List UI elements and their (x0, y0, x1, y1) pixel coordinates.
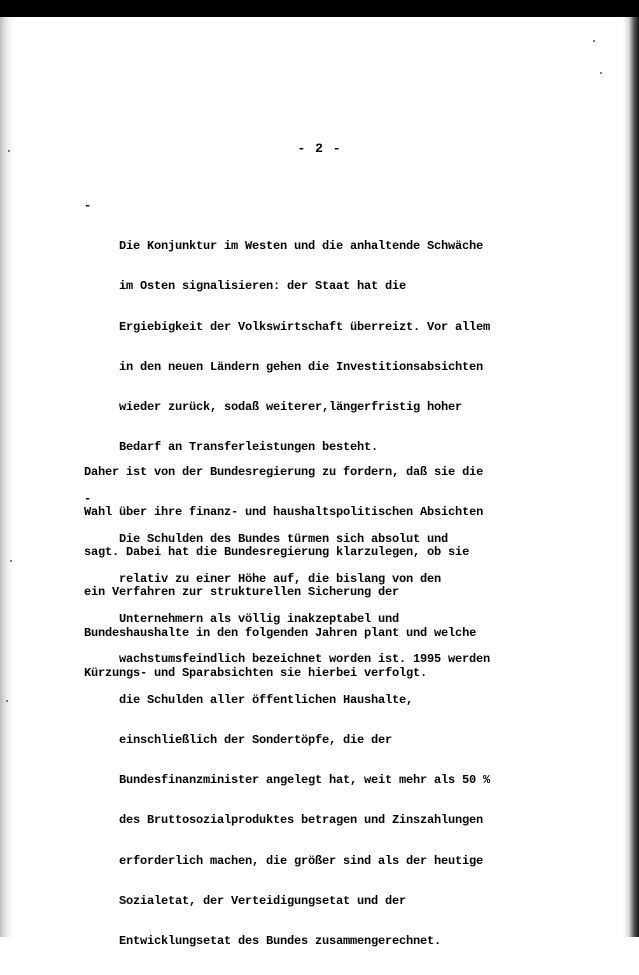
scan-speck (600, 72, 602, 74)
scan-border-top (0, 0, 639, 17)
text-line: im Osten signalisieren: der Staat hat die (119, 279, 407, 294)
text-line: wachstumsfeindlich bezeichnet worden ist. 1995 werden (119, 652, 491, 667)
text-line: Bundeshaushalte in den folgenden Jahren plant und welche (84, 625, 477, 640)
text-line: Bundesfinanzminister angelegt hat, weit mehr als 50 % (119, 773, 491, 788)
text-line: Daher ist von der Bundesregierung zu fordern, daß sie die (84, 464, 484, 479)
text-line: relativ zu einer Höhe auf, die bislang von den (119, 571, 442, 586)
bullet-dash: - (84, 199, 92, 213)
text-line: erforderlich machen, die größer sind als der heutige (119, 853, 484, 868)
text-line: wieder zurück, sodaß weiterer,längerfristig hoher (119, 400, 463, 415)
text-line: Wahl über ihre finanz- und haushaltspolitischen Absichten (84, 505, 484, 520)
text-line: Ergiebigkeit der Volkswirtschaft überreizt. Vor allem (119, 319, 491, 334)
text-line: einschließlich der Sondertöpfe, die der (119, 732, 393, 747)
text-line: die Schulden aller öffentlichen Haushalte, (119, 692, 414, 707)
scan-speck (6, 700, 8, 702)
text-line: Entwicklungsetat des Bundes zusammengerechnet. (119, 933, 442, 948)
text-line: des Bruttosozialproduktes betragen und Zinszahlungen (119, 813, 484, 828)
text-line: Die Konjunktur im Westen und die anhaltende Schwäche (119, 239, 484, 254)
closing-paragraph (84, 439, 544, 694)
text-line: Kürzungs- und Sparabsichten sie hierbei verfolgt. (84, 665, 428, 680)
scan-speck (10, 560, 12, 562)
text-line: Die Schulden des Bundes türmen sich absolut und (119, 531, 449, 546)
text-line: in den neuen Ländern gehen die Investitionsabsichten (119, 359, 484, 374)
text-line: Sozialetat, der Verteidigungsetat und der (119, 893, 407, 908)
text-line: Unternehmern als völlig inakzeptabel und (119, 612, 400, 627)
text-line: Bedarf an Transferleistungen besteht. (119, 440, 379, 455)
page-number: - 2 - (297, 141, 342, 156)
text-line: ein Verfahren zur strukturellen Sicherung der (84, 585, 400, 600)
scan-speck (593, 40, 595, 42)
text-line: sagt. Dabei hat die Bundesregierung klarzulegen, ob sie (84, 545, 470, 560)
bullet-dash: - (84, 491, 92, 506)
